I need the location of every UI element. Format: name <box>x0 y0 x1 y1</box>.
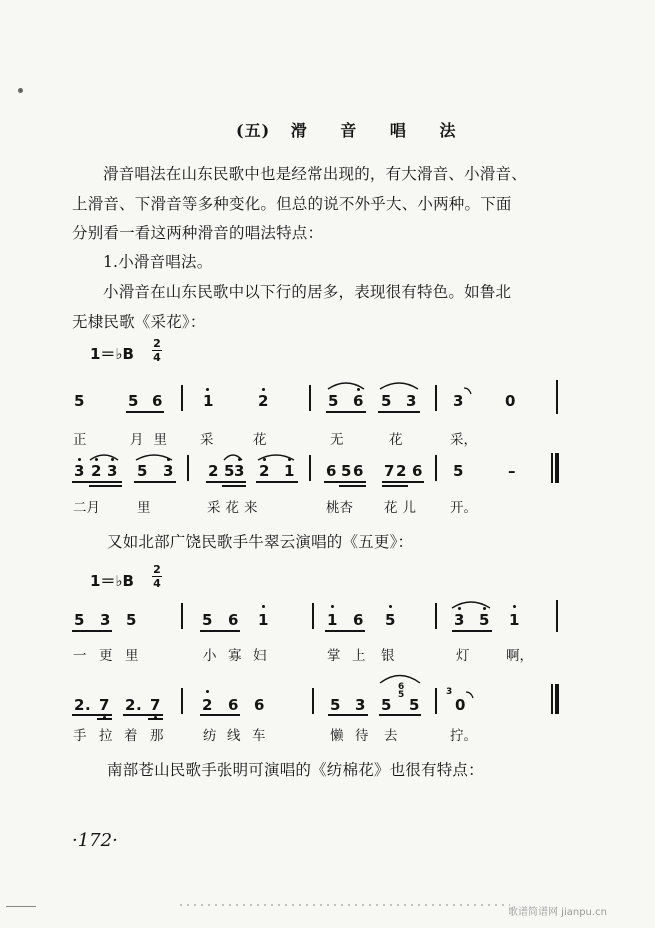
note: 5 <box>381 696 392 714</box>
octave-dot <box>458 607 461 610</box>
barline <box>435 603 437 629</box>
note: 5 <box>381 392 392 410</box>
barline <box>312 603 314 629</box>
underline <box>72 630 112 632</box>
note: 3 <box>74 462 85 480</box>
note: 2 <box>396 462 407 480</box>
final-barline-thick <box>555 684 559 714</box>
note: 5 <box>128 392 139 410</box>
watermark: 歌谱简谱网 jianpu.cn <box>508 907 607 918</box>
barline <box>181 603 183 629</box>
barline <box>435 455 437 481</box>
note: 0 <box>455 696 466 714</box>
octave-dot <box>262 388 265 391</box>
underline <box>200 630 240 632</box>
note: 3 <box>107 462 118 480</box>
underline <box>89 485 122 487</box>
octave-dot <box>331 605 334 608</box>
grace-note: 6 <box>398 682 405 692</box>
section-number: (五) <box>236 121 271 140</box>
note: 5 <box>202 611 213 629</box>
lyric: 上 <box>352 648 366 664</box>
note: 6 <box>152 392 163 410</box>
section-title <box>236 118 469 141</box>
note: 5 <box>137 462 148 480</box>
underline <box>382 481 424 483</box>
note: 7 <box>99 696 110 714</box>
lyric: 无 <box>330 432 344 448</box>
grace-note: 5 <box>398 690 405 700</box>
time-bottom: 4 <box>153 577 161 590</box>
underline <box>97 718 112 720</box>
note: 6 <box>228 696 239 714</box>
lyric: 一 <box>73 648 87 664</box>
subsection-line-2: 无棣民歌《采花》： <box>72 313 206 331</box>
underline <box>378 411 420 413</box>
lyric: 去 <box>384 728 398 744</box>
note: 6 <box>326 462 337 480</box>
margin-mark <box>18 88 23 93</box>
lyric: 车 <box>252 728 266 744</box>
footer-rule <box>180 902 510 908</box>
barline <box>187 455 189 481</box>
octave-dot <box>95 458 98 461</box>
note: 5 <box>74 611 85 629</box>
underline <box>382 485 408 487</box>
underline <box>324 481 366 483</box>
octave-dot <box>263 458 266 461</box>
barline <box>556 380 558 414</box>
slur <box>326 380 366 390</box>
barline <box>556 600 558 632</box>
barline <box>309 455 311 481</box>
note: 3 <box>406 392 417 410</box>
barline <box>181 385 183 411</box>
lyric: 银 <box>381 648 395 664</box>
underline <box>328 714 368 716</box>
lyric: 小 <box>203 648 217 664</box>
underline <box>123 714 163 716</box>
octave-dot <box>288 458 291 461</box>
outro-line: 南部苍山民歌手张明可演唱的《纺棉花》也很有特点： <box>107 761 484 779</box>
note: 2 <box>74 696 85 714</box>
barline <box>309 385 311 411</box>
note: 7 <box>384 462 395 480</box>
underline <box>200 714 240 716</box>
underline <box>256 481 298 483</box>
note: 5 <box>224 462 235 480</box>
song2-key: 1＝♭B <box>90 572 134 590</box>
octave-dot <box>238 458 241 461</box>
lyric: 妇 <box>253 648 267 664</box>
underline <box>134 481 176 483</box>
lyric: 开。 <box>450 500 477 516</box>
lyric: 花儿 <box>384 500 421 516</box>
note: 5 <box>479 611 490 629</box>
song1-key: 1＝♭B <box>90 345 134 363</box>
underline <box>72 714 112 716</box>
note: 5 <box>453 462 464 480</box>
underline <box>206 481 246 483</box>
octave-dot <box>167 458 170 461</box>
song1-time-signature <box>152 338 162 363</box>
final-barline-thin <box>551 453 553 483</box>
time-bottom: 4 <box>153 351 161 364</box>
barline <box>181 688 183 714</box>
note: 1 <box>509 611 520 629</box>
slide-mark <box>463 386 473 396</box>
paragraph-line-2: 上滑音、下滑音等多种变化。但总的说不外乎大、小两种。下面 <box>72 195 512 213</box>
lyric: 二月 <box>73 500 100 516</box>
grace-note: 3 <box>446 687 453 697</box>
underline <box>325 630 365 632</box>
note: 1 <box>203 392 214 410</box>
lyric: 寡 <box>228 648 242 664</box>
lyric: 采， <box>450 432 477 448</box>
octave-dot <box>389 605 392 608</box>
underline <box>72 481 122 483</box>
note: 5 <box>385 611 396 629</box>
lyric: 啊， <box>506 648 533 664</box>
note: 3 <box>163 462 174 480</box>
page-number: ·172· <box>72 830 118 851</box>
lyric: 灯 <box>456 648 470 664</box>
lyric: 里 <box>125 648 139 664</box>
slur <box>88 452 120 461</box>
lyric: 掌 <box>327 648 341 664</box>
note: 5 <box>330 696 341 714</box>
underline <box>452 630 492 632</box>
lyric: 里 <box>137 500 151 516</box>
octave-dot <box>483 607 486 610</box>
lyric: 正 <box>73 432 87 448</box>
note: 5 <box>74 392 85 410</box>
note: 7 <box>150 696 161 714</box>
lyric: 待 <box>355 728 369 744</box>
note: 5 <box>409 696 420 714</box>
corner-mark <box>6 906 36 907</box>
lyric: 拉 <box>99 728 113 744</box>
lyric: 花 <box>253 432 267 448</box>
note: 3 <box>454 611 465 629</box>
lyric: 那 <box>150 728 164 744</box>
note: 5 <box>341 462 352 480</box>
note: 6 <box>353 392 364 410</box>
lyric: 手 <box>73 728 87 744</box>
note: 2 <box>259 462 270 480</box>
note: 6 <box>254 696 265 714</box>
underline <box>339 485 366 487</box>
final-barline-thin <box>551 684 553 714</box>
note: 3 <box>453 392 464 410</box>
note: 2 <box>202 696 213 714</box>
underline <box>379 714 421 716</box>
lyric: 月里 <box>130 432 177 448</box>
note: 6 <box>353 611 364 629</box>
paragraph-line-3: 分别看一看这两种滑音的唱法特点： <box>72 224 324 242</box>
octave-dot <box>357 388 360 391</box>
paragraph-line-1: 滑音唱法在山东民歌中也是经常出现的，有大滑音、小滑音、 <box>103 165 527 183</box>
note: 1 <box>284 462 295 480</box>
barline <box>312 688 314 714</box>
song2-time-signature <box>152 564 162 589</box>
time-top: 2 <box>153 563 161 576</box>
lyric: 着 <box>124 728 138 744</box>
note: – <box>508 462 516 480</box>
slur <box>378 380 420 390</box>
note: 5 <box>126 611 137 629</box>
final-barline-thick <box>555 453 559 483</box>
lyric: 花 <box>389 432 403 448</box>
note: 3 <box>100 611 111 629</box>
subsection-line-1: 小滑音在山东民歌中以下行的居多，表现很有特色。如鲁北 <box>103 283 512 301</box>
song2-intro: 又如北部广饶民歌手牛翠云演唱的《五更》： <box>107 533 414 551</box>
underline <box>148 718 163 720</box>
note: 6 <box>353 462 364 480</box>
lyric: 采花来 <box>207 500 263 516</box>
octave-dot <box>78 458 81 461</box>
note: 2 <box>91 462 102 480</box>
note: 5 <box>328 392 339 410</box>
note: 6 <box>412 462 423 480</box>
note: 2 <box>258 392 269 410</box>
barline <box>435 385 437 411</box>
underline <box>126 411 164 413</box>
note: 3 <box>234 462 245 480</box>
note: 3 <box>355 696 366 714</box>
lyric: 纺 <box>203 728 217 744</box>
note: 1 <box>327 611 338 629</box>
slide-mark <box>465 690 475 700</box>
note: . <box>85 696 91 714</box>
lyric: 线 <box>227 728 241 744</box>
section-title-text: 滑 音 唱 法 <box>290 121 470 140</box>
octave-dot <box>206 690 209 693</box>
octave-dot <box>206 388 209 391</box>
time-top: 2 <box>153 337 161 350</box>
octave-dot <box>111 458 114 461</box>
underline <box>326 411 366 413</box>
barline <box>435 688 437 714</box>
lyric: 桃杏 <box>326 500 353 516</box>
underline <box>222 485 246 487</box>
note: 1 <box>258 611 269 629</box>
note: . <box>136 696 142 714</box>
note: 0 <box>505 392 516 410</box>
lyric: 更 <box>99 648 113 664</box>
lyric: 懒 <box>330 728 344 744</box>
lyric: 采 <box>200 432 214 448</box>
note: 6 <box>228 611 239 629</box>
subsection-heading: 1.小滑音唱法。 <box>103 253 213 271</box>
note: 2 <box>208 462 219 480</box>
octave-dot <box>513 605 516 608</box>
lyric: 拧。 <box>450 728 477 744</box>
note: 2 <box>125 696 136 714</box>
octave-dot <box>262 605 265 608</box>
